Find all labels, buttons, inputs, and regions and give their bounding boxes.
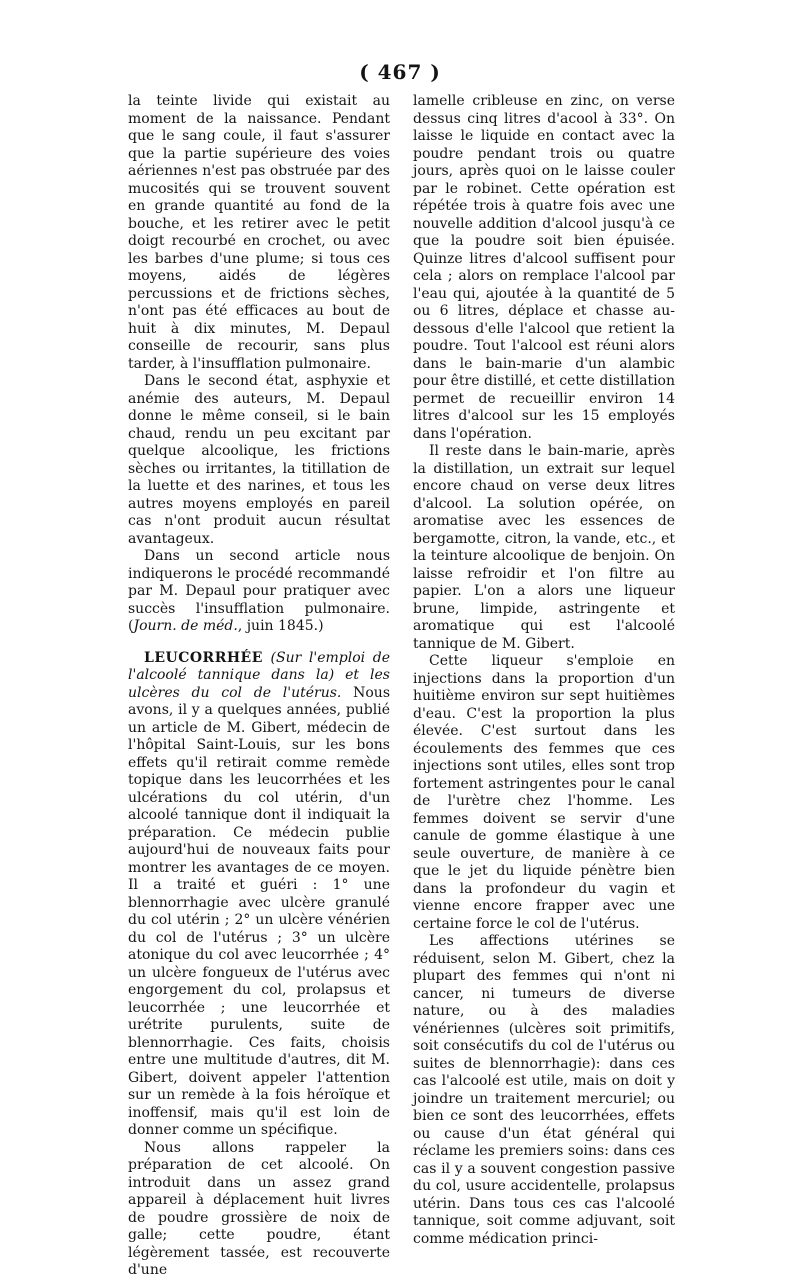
paragraph-text: Nous avons, il y a quelques années, publié un article de M. Gibert, médecin de l'hôpital Saint-Louis, sur les bons effets qu'il retirait comme remède topique dans les leucorrhées et les ulcérations du col utérin, d'un alcoolé tannique dont il indiquait la préparation. Ce médecin publie aujourd'hui de nouveaux faits pour montrer les avantages de ce moyen. Il a traité et guéri : 1° une blennorrhagie avec ulcère granulé du col utérin ; 2° un ulcère vénérien du col de l'utérus ; 3° un ulcère atonique du col avec leucorrhée ; 4° un ulcère fongueux de l'utérus avec engorgement du col, prolapsus et leucorrhée ; une leucorrhée et urétrite purulents, suite de blennorrhagie. Ces faits, choisis entre une multitude d'autres, dit M. Gibert, doivent appeler l'attention sur un remède à la fois héroïque et inoffensif, mais qu'il est loin de donner comme un spécifique.	[128, 684, 391, 1138]
right-column	[413, 93, 675, 1248]
paragraph	[128, 548, 390, 636]
paragraph: Les affections utérines se réduisent, selon M. Gibert, chez la plupart des femmes qui n'ont ni cancer, ni tumeurs de diverse nature, ou à des maladies vénériennes (ulcères soit primitifs, soit consécutifs du col de l'utérus ou suites de blennorrhagie): dans ces cas l'alcoolé est utile, mais on doit y joindre un traitement mercuriel; ou bien ce sont des leucorrhées, effets ou cause d'un état général qui réclame les premiers soins: dans ces cas il y a souvent congestion passive du col, usure accidentelle, prolapsus utérin. Dans tous ces cas l'alcoolé tannique, soit comme adjuvant, soit comme médication princi-	[413, 933, 675, 1247]
paragraph: Nous allons rappeler la préparation de cet alcoolé. On introduit dans un assez grand appareil à déplacement huit livres de poudre grossière de noix de galle; cette poudre, étant légèrement tassée, est recouverte d'une	[128, 1139, 390, 1278]
paragraph: la teinte livide qui existait au moment de la naissance. Pendant que le sang coule, il faut s'assurer que la partie supérieure des voies aériennes n'est pas obstruée par des mucosités qui se trouvent souvent en grande quantité au fond de la bouche, et les retirer avec le petit doigt recourbé en crochet, ou avec les barbes d'une plume; si tous ces moyens, aidés de légères percussions et de frictions sèches, n'ont pas été efficaces au bout de huit à dix minutes, M. Depaul conseille de recourir, sans plus tarder, à l'insufflation pulmonaire.	[128, 93, 390, 372]
citation-date: , juin 1845.)	[237, 618, 324, 634]
paragraph: lamelle cribleuse en zinc, on verse dessus cinq litres d'acool à 33°. On laisse le liquide en contact avec la poudre pendant trois ou quatre jours, après quoi on le laisse couler par le robinet. Cette opération est répétée trois à quatre fois avec une nouvelle addition d'alcool jusqu'à ce que la poudre soit bien épuisée. Quinze litres d'alcool suffisent pour cela ; alors on remplace l'alcool par l'eau qui, ajoutée à la quantité de 5 ou 6 litres, déplace et chasse au-dessous d'elle l'alcool que retient la poudre. Tout l'alcool est réuni alors dans le bain-marie d'un alambic pour être distillé, et cette distillation permet de recueillir environ 14 litres d'alcool sur les 15 employés dans l'opération.	[413, 93, 675, 442]
section-heading: LEUCORRHÉE	[144, 649, 263, 666]
paragraph: Dans le second état, asphyxie et anémie des auteurs, M. Depaul donne le même conseil, si le bain chaud, rendu un peu excitant par quelque alcoolique, les frictions sèches ou irritantes, la titillation de la luette et des narines, et tous les autres moyens employés en pareil cas n'ont produit aucun résultat avantageux.	[128, 373, 390, 547]
paragraph: Il reste dans le bain-marie, après la distillation, un extrait sur lequel encore chaud on verse deux litres d'alcool. La solution opérée, on aromatise avec les essences de bergamotte, citron, la vande, etc., et la teinture alcoolique de benjoin. On laisse refroidir et l'on filtre au papier. L'on a alors une liqueur brune, limpide, astringente et aromatique qui est l'alcoolé tannique de M. Gibert.	[413, 443, 675, 652]
paragraph-text: Dans un second article nous indiquerons le procédé recommandé par M. Depaul pour pratiquer avec succès l'insufflation pulmonaire. (	[128, 548, 390, 634]
left-column	[128, 93, 390, 1280]
paragraph: Cette liqueur s'emploie en injections dans la proportion d'un huitième environ sur sept huitièmes d'eau. C'est la proportion la plus élevée. C'est surtout dans les écoulements des femmes que ces injections sont utiles, elles sont trop fortement astringentes pour le canal de l'urètre chez l'homme. Les femmes doivent se servir d'une canule de gomme élastique à une seule ouverture, de manière à ce que le jet du liquide pénètre bien dans la profondeur du vagin et vienne encore frapper avec une certaine force le col de l'utérus.	[413, 653, 675, 932]
citation-source: Journ. de méd.	[133, 618, 238, 634]
section-paragraph	[128, 650, 390, 1140]
section-subtitle-part: (Sur l'emploi de l'alcoolé tannique dans la	[128, 649, 390, 683]
page-number: ( 467 )	[359, 60, 441, 84]
section-subtitle-part: ) et les ulcères du col de l'utérus.	[128, 667, 390, 701]
